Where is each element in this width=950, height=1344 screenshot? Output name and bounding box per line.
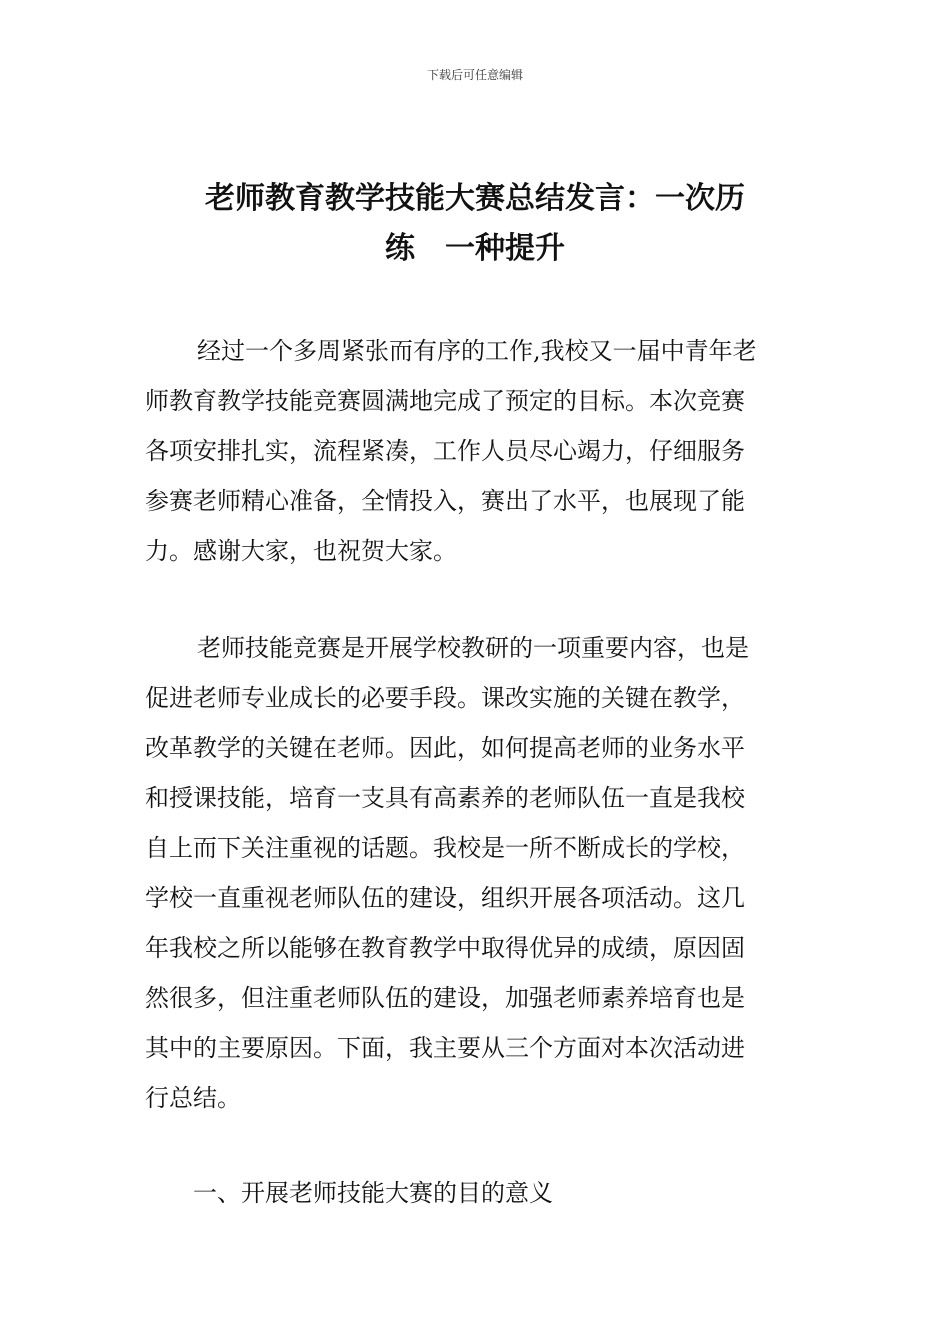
paragraph-line: 学校一直重视老师队伍的建设，组织开展各项活动。这几	[145, 884, 745, 912]
section-heading-1: 一、开展老师技能大赛的目的意义	[193, 1179, 553, 1207]
paragraph-line: 参赛老师精心准备，全情投入，赛出了水平，也展现了能	[145, 487, 745, 515]
paragraph-2	[145, 623, 805, 1123]
paragraph-line: 改革教学的关键在老师。因此，如何提高老师的业务水平	[145, 734, 745, 762]
paragraph-line: 各项安排扎实，流程紧凑，工作人员尽心竭力，仔细服务	[145, 437, 745, 465]
paragraph-line: 经过一个多周紧张而有序的工作,我校又一届中青年老	[197, 337, 757, 365]
paragraph-1	[145, 326, 805, 576]
title-line-2: 练 一种提升	[385, 231, 565, 266]
document-title	[145, 174, 805, 274]
title-line-1: 老师教育教学技能大赛总结发言：一次历	[205, 181, 745, 216]
paragraph-line: 师教育教学技能竞赛圆满地完成了预定的目标。本次竞赛	[145, 387, 745, 415]
paragraph-line: 和授课技能，培育一支具有高素养的老师队伍一直是我校	[145, 784, 745, 812]
paragraph-line: 其中的主要原因。下面，我主要从三个方面对本次活动进	[145, 1034, 745, 1062]
paragraph-line: 行总结。	[145, 1084, 241, 1112]
header-note: 下载后可任意编辑	[426, 68, 523, 82]
paragraph-line: 力。感谢大家，也祝贺大家。	[145, 537, 457, 565]
paragraph-line: 自上而下关注重视的话题。我校是一所不断成长的学校，	[145, 834, 745, 862]
paragraph-line: 然很多，但注重老师队伍的建设，加强老师素养培育也是	[145, 984, 745, 1012]
paragraph-line: 促进老师专业成长的必要手段。课改实施的关键在教学，	[145, 684, 745, 712]
paragraph-line: 年我校之所以能够在教育教学中取得优异的成绩，原因固	[145, 934, 745, 962]
paragraph-line: 老师技能竞赛是开展学校教研的一项重要内容，也是	[197, 634, 749, 662]
